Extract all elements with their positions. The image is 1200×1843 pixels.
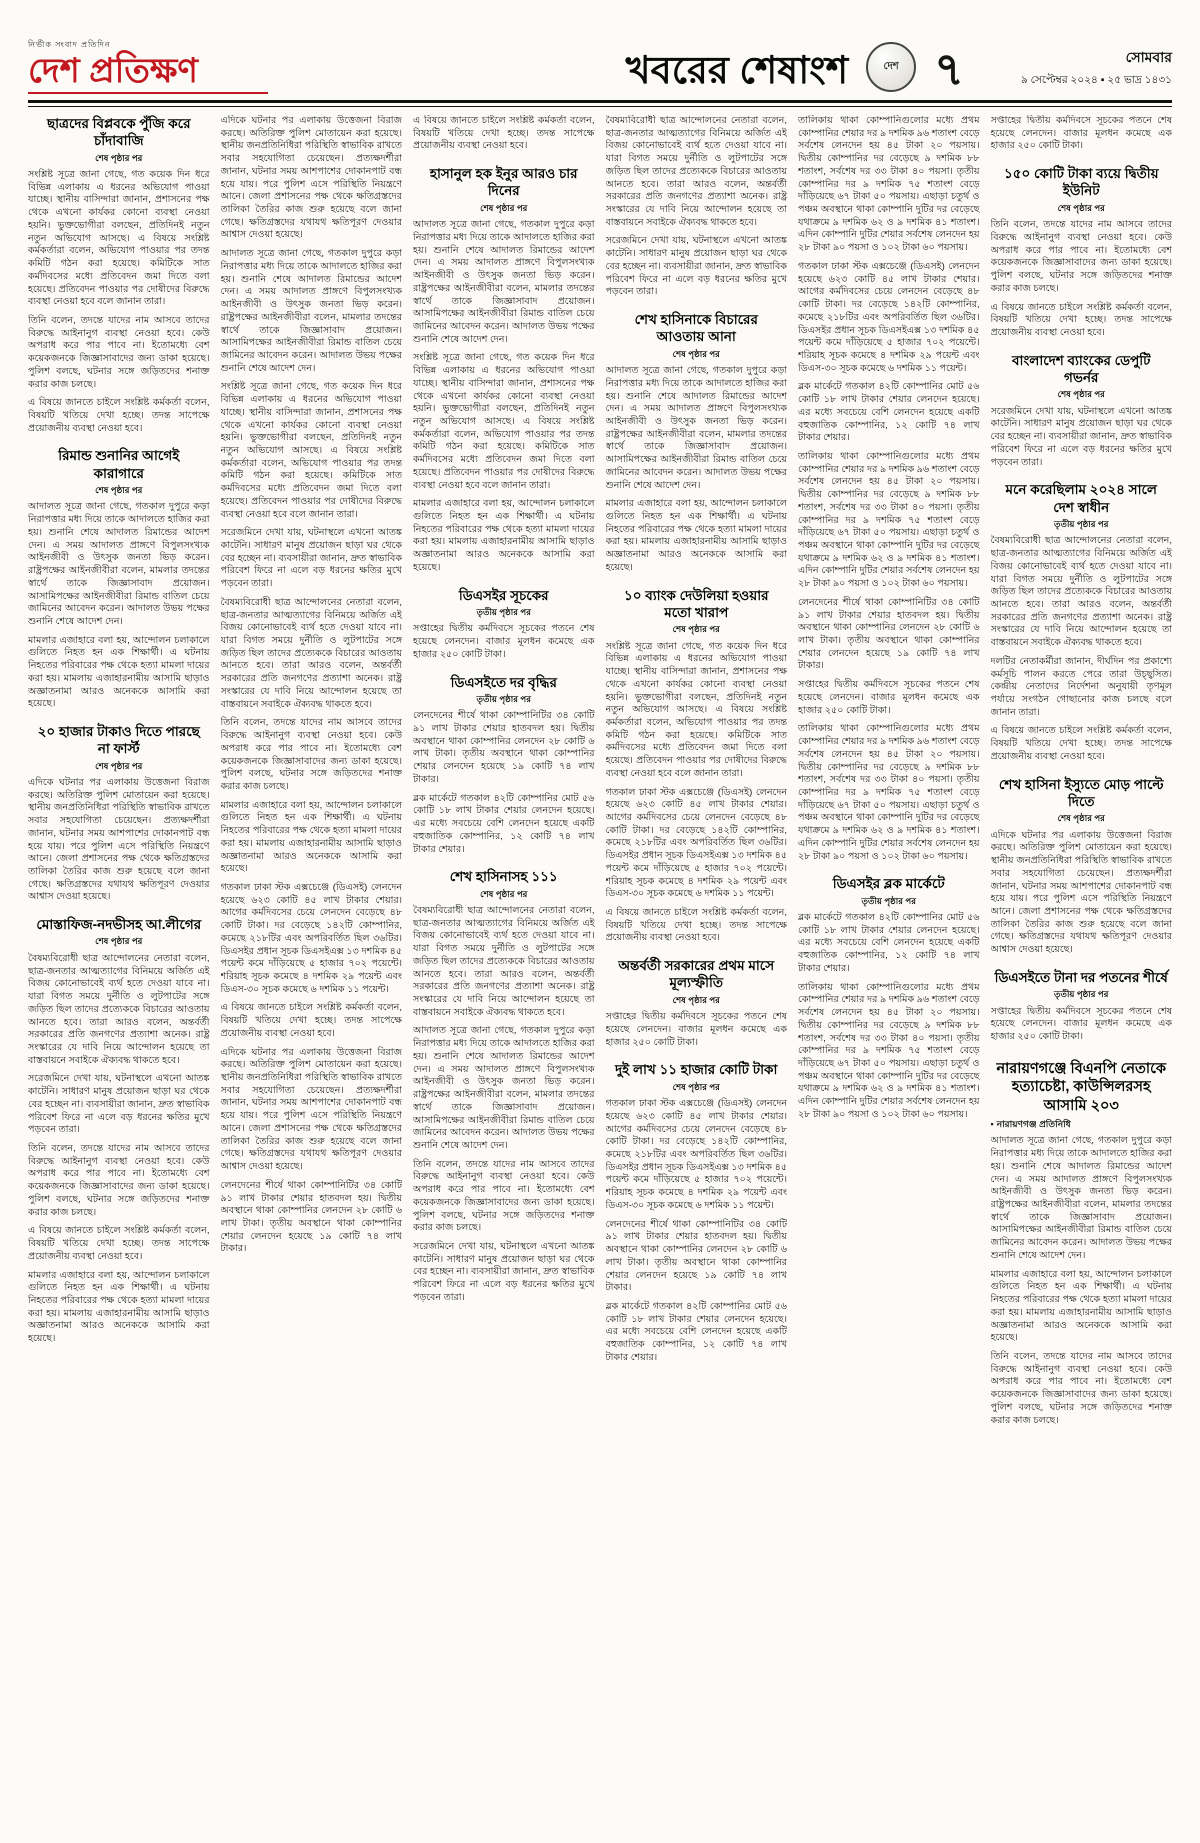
body-paragraph: তিনি বলেন, তদন্তে যাদের নাম আসবে তাদের বিরুদ্ধে আইনানুগ ব্যবস্থা নেওয়া হবে। কেউ অপরাধ করে পার পাবে না। ইতোমধ্যে বেশ কয়েকজনকে জিজ্ঞাসাবাদের জন্য ডাকা হয়েছে। পুলিশ বলছে, ঘটনার সঙ্গে জড়িতদের শনাক্ত করার কাজ চলছে। (28, 1143, 210, 1218)
body-paragraph: এ বিষয়ে জানতে চাইলে সংশ্লিষ্ট কর্মকর্তা বলেন, বিষয়টি খতিয়ে দেখা হচ্ছে। তদন্ত সাপেক্ষে প্রয়োজনীয় ব্যবস্থা নেওয়া হবে। (28, 1225, 210, 1262)
body-paragraph: লেনদেনের শীর্ষে থাকা কোম্পানিটির ৩৪ কোটি ৯১ লাখ টাকার শেয়ার হাতবদল হয়। দ্বিতীয় অবস্থানে থাকা কোম্পানির লেনদেন ২৮ কোটি ৬ লাখ টাকা। তৃতীয় অবস্থানে থাকা কোম্পানির শেয়ার লেনদেন হয়েছে ১৯ কোটি ৭৪ লাখ টাকার। (798, 596, 980, 672)
body-paragraph: তিনি বলেন, তদন্তে যাদের নাম আসবে তাদের বিরুদ্ধে আইনানুগ ব্যবস্থা নেওয়া হবে। কেউ অপরাধ করে পার পাবে না। ইতোমধ্যে বেশ কয়েকজনকে জিজ্ঞাসাবাদের জন্য ডাকা হয়েছে। পুলিশ বলছে, ঘটনার সঙ্গে জড়িতদের শনাক্ত করার কাজ চলছে। (990, 219, 1172, 294)
article-headline: ডিএসইতে টানা দর পতনের শীর্ষে (994, 969, 1168, 985)
body-paragraph: সরেজমিনে দেখা যায়, ঘটনাস্থলে এখনো আতঙ্ক কাটেনি। সাধারণ মানুষ প্রয়োজন ছাড়া ঘর থেকে বের হচ্ছেন না। ব্যবসায়ীরা জানান, দ্রুত স্বাভাবিক পরিবেশ ফিরে না এলে বড় ধরনের ক্ষতির মুখে পড়বেন তারা। (28, 1073, 210, 1136)
continuation-tag: শেষ পৃষ্ঠার পর (95, 760, 143, 771)
body-paragraph: তালিকায় থাকা কোম্পানিগুলোর মধ্যে প্রথম কোম্পানির শেয়ার দর ৯ দশমিক ৯৬ শতাংশ বেড়ে সর্বশেষ লেনদেন হয় ৪৫ টাকা ২০ পয়সায়। দ্বিতীয় কোম্পানির দর বেড়েছে ৯ দশমিক ৮৮ শতাংশ, সর্বশেষ দর ৩৩ টাকা ৪০ পয়সা। তৃতীয় কোম্পানির দর ৯ দশমিক ৭৫ শতাংশ বেড়ে দাঁড়িয়েছে ৬৭ টাকা ৫০ পয়সায়। এছাড়া চতুর্থ ও পঞ্চম অবস্থানে থাকা কোম্পানি দুটির দর বেড়েছে যথাক্রমে ৯ দশমিক ৬২ ও ৯ দশমিক ৪১ শতাংশ। এদিন কোম্পানি দুটির শেয়ার সর্বশেষ লেনদেন হয় ২৮ টাকা ৯০ পয়সা ও ১০২ টাকা ৬০ পয়সায়। (798, 981, 980, 1120)
body-paragraph: আদালত সূত্রে জানা গেছে, গতকাল দুপুরে কড়া নিরাপত্তার মধ্য দিয়ে তাকে আদালতে হাজির করা হয়। শুনানি শেষে আদালত রিমান্ডের আদেশ দেন। এ সময় আদালত প্রাঙ্গণে বিপুলসংখ্যক আইনজীবী ও উৎসুক জনতা ভিড় করেন। রাষ্ট্রপক্ষের আইনজীবীরা বলেন, মামলার তদন্তের স্বার্থে তাকে জিজ্ঞাসাবাদ প্রয়োজন। আসামিপক্ষের আইনজীবীরা রিমান্ড বাতিল চেয়ে জামিনের আবেদন করেন। আদালত উভয় পক্ষের শুনানি শেষে আদেশ দেন। (990, 1135, 1172, 1261)
body-paragraph: গতকাল ঢাকা স্টক এক্সচেঞ্জে (ডিএসই) লেনদেন হয়েছে ৬২৩ কোটি ৪৫ লাখ টাকার শেয়ার। আগের কর্মদিবসের চেয়ে লেনদেন বেড়েছে ৪৮ কোটি টাকা। দর বেড়েছে ১৪২টি কোম্পানির, কমেছে ২১৮টির এবং অপরিবর্তিত ছিল ৩৬টির। ডিএসইর প্রধান সূচক ডিএসইএক্স ১৩ দশমিক ৪৫ পয়েন্ট কমে দাঁড়িয়েছে ৫ হাজার ৭০২ পয়েন্টে। শরিয়াহ সূচক কমেছে ৪ দশমিক ২৯ পয়েন্ট এবং ডিএস-৩০ সূচক কমেছে ৬ দশমিক ১১ পয়েন্ট। (798, 260, 980, 374)
byline: ▪ নারায়ণগঞ্জ প্রতিনিধি (990, 1119, 1071, 1130)
body-paragraph: মামলার এজাহারে বলা হয়, আন্দোলন চলাকালে গুলিতে নিহত হন এক শিক্ষার্থী। এ ঘটনায় নিহতের পরিবারের পক্ষ থেকে হত্যা মামলা দায়ের করা হয়। মামলায় এজাহারনামীয় আসামি ছাড়াও অজ্ঞাতনামা আরও অনেককে আসামি করা হয়েছে। (413, 498, 595, 573)
body-paragraph: বৈষম্যবিরোধী ছাত্র আন্দোলনের নেতারা বলেন, ছাত্র-জনতার আত্মত্যাগের বিনিময়ে অর্জিত এই বিজয় কোনোভাবেই ব্যর্থ হতে দেওয়া যাবে না। যারা বিগত সময়ে দুর্নীতি ও লুটপাটের সঙ্গে জড়িত ছিল তাদের প্রত্যেককে বিচারের আওতায় আনতে হবে। তারা আরও বলেন, অন্তর্বর্তী সরকারের প্রতি জনগণের প্রত্যাশা অনেক। রাষ্ট্র সংস্কারের যে দাবি নিয়ে আন্দোলন হয়েছে তা বাস্তবায়নে সবাইকে ঐক্যবদ্ধ থাকতে হবে। (990, 535, 1172, 649)
article-headline: ছাত্রদের বিপ্লবকে পুঁজি করে চাঁদাবাজি (46, 116, 191, 149)
body-paragraph: বৈষম্যবিরোধী ছাত্র আন্দোলনের নেতারা বলেন, ছাত্র-জনতার আত্মত্যাগের বিনিময়ে অর্জিত এই বিজয় কোনোভাবেই ব্যর্থ হতে দেওয়া যাবে না। যারা বিগত সময়ে দুর্নীতি ও লুটপাটের সঙ্গে জড়িত ছিল তাদের প্রত্যেককে বিচারের আওতায় আনতে হবে। তারা আরও বলেন, অন্তর্বর্তী সরকারের প্রতি জনগণের প্রত্যাশা অনেক। রাষ্ট্র সংস্কারের যে দাবি নিয়ে আন্দোলন হয়েছে তা বাস্তবায়নে সবাইকে ঐক্যবদ্ধ থাকতে হবে। (28, 952, 210, 1066)
body-paragraph: এদিকে ঘটনার পর এলাকায় উত্তেজনা বিরাজ করছে। অতিরিক্ত পুলিশ মোতায়েন করা হয়েছে। স্থানীয় জনপ্রতিনিধিরা পরিস্থিতি স্বাভাবিক রাখতে সবার সহযোগিতা চেয়েছেন। প্রত্যক্ষদর্শীরা জানান, ঘটনার সময় আশপাশের দোকানপাট বন্ধ হয়ে যায়। পরে পুলিশ এসে পরিস্থিতি নিয়ন্ত্রণে আনে। জেলা প্রশাসনের পক্ষ থেকে ক্ষতিগ্রস্তদের তালিকা তৈরির কাজ শুরু হয়েছে বলে জানা গেছে। ক্ষতিগ্রস্তদের যথাযথ ক্ষতিপূরণ দেওয়ার আশ্বাস দেওয়া হয়েছে। (28, 777, 210, 903)
body-paragraph: সপ্তাহের দ্বিতীয় কর্মদিবসে সূচকের পতনে শেষ হয়েছে লেনদেন। বাজার মূলধন কমেছে এক হাজার ২৫০ কোটি টাকা। (605, 1011, 787, 1048)
body-paragraph: গতকাল ঢাকা স্টক এক্সচেঞ্জে (ডিএসই) লেনদেন হয়েছে ৬২৩ কোটি ৪৫ লাখ টাকার শেয়ার। আগের কর্মদিবসের চেয়ে লেনদেন বেড়েছে ৪৮ কোটি টাকা। দর বেড়েছে ১৪২টি কোম্পানির, কমেছে ২১৮টির এবং অপরিবর্তিত ছিল ৩৬টির। ডিএসইর প্রধান সূচক ডিএসইএক্স ১৩ দশমিক ৪৫ পয়েন্ট কমে দাঁড়িয়েছে ৫ হাজার ৭০২ পয়েন্টে। শরিয়াহ সূচক কমেছে ৪ দশমিক ২৯ পয়েন্ট এবং ডিএস-৩০ সূচক কমেছে ৬ দশমিক ১১ পয়েন্ট। (220, 881, 402, 995)
body-paragraph: এ বিষয়ে জানতে চাইলে সংশ্লিষ্ট কর্মকর্তা বলেন, বিষয়টি খতিয়ে দেখা হচ্ছে। তদন্ত সাপেক্ষে প্রয়োজনীয় ব্যবস্থা নেওয়া হবে। (220, 1002, 402, 1039)
continuation-tag: শেষ পৃষ্ঠার পর (95, 936, 143, 947)
weekday-label: সোমবার (1125, 49, 1172, 65)
masthead-tagline: নির্ভীক সংবাদ প্রতিদিন (28, 40, 111, 49)
continuation-tag: শেষ পৃষ্ঠার পর (672, 994, 720, 1005)
continuation-tag: তৃতীয় পৃষ্ঠার পর (1054, 989, 1109, 1000)
continuation-tag: তৃতীয় পৃষ্ঠার পর (476, 693, 531, 704)
body-paragraph: মামলার এজাহারে বলা হয়, আন্দোলন চলাকালে গুলিতে নিহত হন এক শিক্ষার্থী। এ ঘটনায় নিহতের পরিবারের পক্ষ থেকে হত্যা মামলা দায়ের করা হয়। মামলায় এজাহারনামীয় আসামি ছাড়াও অজ্ঞাতনামা আরও অনেককে আসামি করা হয়েছে। (990, 1268, 1172, 1344)
body-paragraph: ব্লক মার্কেটে গতকাল ৪২টি কোম্পানির মোট ৫৬ কোটি ১৮ লাখ টাকার শেয়ার লেনদেন হয়েছে। এর মধ্যে সবচেয়ে বেশি লেনদেন হয়েছে একটি বহুজাতিক কোম্পানির, ১২ কোটি ৭৪ লাখ টাকার শেয়ার। (605, 1300, 787, 1363)
continuation-tag: শেষ পৃষ্ঠার পর (1057, 389, 1105, 400)
body-paragraph: মামলার এজাহারে বলা হয়, আন্দোলন চলাকালে গুলিতে নিহত হন এক শিক্ষার্থী। এ ঘটনায় নিহতের পরিবারের পক্ষ থেকে হত্যা মামলা দায়ের করা হয়। মামলায় এজাহারনামীয় আসামি ছাড়াও অজ্ঞাতনামা আরও অনেককে আসামি করা হয়েছে। (220, 799, 402, 875)
byline-bullet-icon: ▪ (990, 1119, 994, 1130)
article-headline: শেখ হাসিনাসহ ১১১ (449, 869, 558, 885)
body-paragraph: সরেজমিনে দেখা যায়, ঘটনাস্থলে এখনো আতঙ্ক কাটেনি। সাধারণ মানুষ প্রয়োজন ছাড়া ঘর থেকে বের হচ্ছেন না। ব্যবসায়ীরা জানান, দ্রুত স্বাভাবিক পরিবেশ ফিরে না এলে বড় ধরনের ক্ষতির মুখে পড়বেন তারা। (605, 235, 787, 298)
continuation-tag: শেষ পৃষ্ঠার পর (672, 1081, 720, 1092)
article-headline: অন্তর্বর্তী সরকারের প্রথম মাসে মূল্যস্ফীতি (618, 958, 775, 991)
body-paragraph: এ বিষয়ে জানতে চাইলে সংশ্লিষ্ট কর্মকর্তা বলেন, বিষয়টি খতিয়ে দেখা হচ্ছে। তদন্ত সাপেক্ষে প্রয়োজনীয় ব্যবস্থা নেওয়া হবে। (990, 301, 1172, 338)
body-paragraph: মামলার এজাহারে বলা হয়, আন্দোলন চলাকালে গুলিতে নিহত হন এক শিক্ষার্থী। এ ঘটনায় নিহতের পরিবারের পক্ষ থেকে হত্যা মামলা দায়ের করা হয়। মামলায় এজাহারনামীয় আসামি ছাড়াও অজ্ঞাতনামা আরও অনেককে আসামি করা হয়েছে। (28, 634, 210, 710)
masthead-title: দেশ প্রতিক্ষণ (28, 52, 198, 90)
body-paragraph: আদালত সূত্রে জানা গেছে, গতকাল দুপুরে কড়া নিরাপত্তার মধ্য দিয়ে তাকে আদালতে হাজির করা হয়। শুনানি শেষে আদালত রিমান্ডের আদেশ দেন। এ সময় আদালত প্রাঙ্গণে বিপুলসংখ্যক আইনজীবী ও উৎসুক জনতা ভিড় করেন। রাষ্ট্রপক্ষের আইনজীবীরা বলেন, মামলার তদন্তের স্বার্থে তাকে জিজ্ঞাসাবাদ প্রয়োজন। আসামিপক্ষের আইনজীবীরা রিমান্ড বাতিল চেয়ে জামিনের আবেদন করেন। আদালত উভয় পক্ষের শুনানি শেষে আদেশ দেন। (28, 501, 210, 627)
body-paragraph: তালিকায় থাকা কোম্পানিগুলোর মধ্যে প্রথম কোম্পানির শেয়ার দর ৯ দশমিক ৯৬ শতাংশ বেড়ে সর্বশেষ লেনদেন হয় ৪৫ টাকা ২০ পয়সায়। দ্বিতীয় কোম্পানির দর বেড়েছে ৯ দশমিক ৮৮ শতাংশ, সর্বশেষ দর ৩৩ টাকা ৪০ পয়সা। তৃতীয় কোম্পানির দর ৯ দশমিক ৭৫ শতাংশ বেড়ে দাঁড়িয়েছে ৬৭ টাকা ৫০ পয়সায়। এছাড়া চতুর্থ ও পঞ্চম অবস্থানে থাকা কোম্পানি দুটির দর বেড়েছে যথাক্রমে ৯ দশমিক ৬২ ও ৯ দশমিক ৪১ শতাংশ। এদিন কোম্পানি দুটির শেয়ার সর্বশেষ লেনদেন হয় ২৮ টাকা ৯০ পয়সা ও ১০২ টাকা ৬০ পয়সায়। (798, 723, 980, 862)
body-paragraph: সংশ্লিষ্ট সূত্রে জানা গেছে, গত কয়েক দিন ধরে বিভিন্ন এলাকায় এ ধরনের অভিযোগ পাওয়া যাচ্ছে। স্থানীয় বাসিন্দারা জানান, প্রশাসনের পক্ষ থেকে এখনো কার্যকর কোনো ব্যবস্থা নেওয়া হয়নি। ভুক্তভোগীরা বলছেন, প্রতিদিনই নতুন নতুন অভিযোগ আসছে। এ বিষয়ে সংশ্লিষ্ট কর্মকর্তারা বলেন, অভিযোগ পাওয়ার পর তদন্ত কমিটি গঠন করা হয়েছে। কমিটিকে সাত কর্মদিবসের মধ্যে প্রতিবেদন জমা দিতে বলা হয়েছে। প্রতিবেদন পাওয়ার পর দোষীদের বিরুদ্ধে ব্যবস্থা নেওয়া হবে বলে জানান তারা। (220, 381, 402, 520)
header-rule (28, 100, 1172, 107)
news-column-6 (991, 115, 1173, 1809)
body-paragraph: এদিকে ঘটনার পর এলাকায় উত্তেজনা বিরাজ করছে। অতিরিক্ত পুলিশ মোতায়েন করা হয়েছে। স্থানীয় জনপ্রতিনিধিরা পরিস্থিতি স্বাভাবিক রাখতে সবার সহযোগিতা চেয়েছেন। প্রত্যক্ষদর্শীরা জানান, ঘটনার সময় আশপাশের দোকানপাট বন্ধ হয়ে যায়। পরে পুলিশ এসে পরিস্থিতি নিয়ন্ত্রণে আনে। জেলা প্রশাসনের পক্ষ থেকে ক্ষতিগ্রস্তদের তালিকা তৈরির কাজ শুরু হয়েছে বলে জানা গেছে। ক্ষতিগ্রস্তদের যথাযথ ক্ষতিপূরণ দেওয়ার আশ্বাস দেওয়া হয়েছে। (220, 115, 402, 241)
article-headline: মনে করেছিলাম ২০২৪ সালে দেশ স্বাধীন (1005, 482, 1157, 515)
page-header (28, 10, 1172, 94)
article-headline: হাসানুল হক ইনুর আরও চার দিনের (429, 166, 578, 199)
article-headline: শেখ হাসিনাকে বিচারের আওতায় আনা (634, 312, 758, 345)
article-headline: ২০ হাজার টাকাও দিতে পারছে না ফার্স্ট (37, 723, 200, 757)
body-paragraph: এ বিষয়ে জানতে চাইলে সংশ্লিষ্ট কর্মকর্তা বলেন, বিষয়টি খতিয়ে দেখা হচ্ছে। তদন্ত সাপেক্ষে প্রয়োজনীয় ব্যবস্থা নেওয়া হবে। (413, 115, 595, 152)
article-headline: ১৫০ কোটি টাকা ব্যয়ে দ্বিতীয় ইউনিট (1003, 166, 1159, 199)
news-column-3 (413, 115, 595, 1809)
body-paragraph: লেনদেনের শীর্ষে থাকা কোম্পানিটির ৩৪ কোটি ৯১ লাখ টাকার শেয়ার হাতবদল হয়। দ্বিতীয় অবস্থানে থাকা কোম্পানির লেনদেন ২৮ কোটি ৬ লাখ টাকা। তৃতীয় অবস্থানে থাকা কোম্পানির শেয়ার লেনদেন হয়েছে ১৯ কোটি ৭৪ লাখ টাকার। (605, 1218, 787, 1294)
body-paragraph: সরেজমিনে দেখা যায়, ঘটনাস্থলে এখনো আতঙ্ক কাটেনি। সাধারণ মানুষ প্রয়োজন ছাড়া ঘর থেকে বের হচ্ছেন না। ব্যবসায়ীরা জানান, দ্রুত স্বাভাবিক পরিবেশ ফিরে না এলে বড় ধরনের ক্ষতির মুখে পড়বেন তারা। (220, 527, 402, 590)
continuation-tag: শেষ পৃষ্ঠার পর (672, 348, 720, 359)
body-paragraph: দলটির নেতাকর্মীরা জানান, দীর্ঘদিন পর প্রকাশ্যে কর্মসূচি পালন করতে পেরে তারা উচ্ছ্বসিত। কেন্দ্রীয় নেতাদের নির্দেশনা অনুযায়ী তৃণমূল পর্যায়ে সংগঠন গোছানোর কাজ চলছে বলে জানান তারা। (990, 655, 1172, 718)
header-right (626, 42, 1172, 94)
news-column-5 (798, 115, 980, 1809)
page-number: ৭ (934, 43, 964, 95)
newspaper-emblem-logo: দেশ (866, 42, 916, 92)
body-paragraph: তিনি বলেন, তদন্তে যাদের নাম আসবে তাদের বিরুদ্ধে আইনানুগ ব্যবস্থা নেওয়া হবে। কেউ অপরাধ করে পার পাবে না। ইতোমধ্যে বেশ কয়েকজনকে জিজ্ঞাসাবাদের জন্য ডাকা হয়েছে। পুলিশ বলছে, ঘটনার সঙ্গে জড়িতদের শনাক্ত করার কাজ চলছে। (413, 1158, 595, 1234)
body-paragraph: গতকাল ঢাকা স্টক এক্সচেঞ্জে (ডিএসই) লেনদেন হয়েছে ৬২৩ কোটি ৪৫ লাখ টাকার শেয়ার। আগের কর্মদিবসের চেয়ে লেনদেন বেড়েছে ৪৮ কোটি টাকা। দর বেড়েছে ১৪২টি কোম্পানির, কমেছে ২১৮টির এবং অপরিবর্তিত ছিল ৩৬টির। ডিএসইর প্রধান সূচক ডিএসইএক্স ১৩ দশমিক ৪৫ পয়েন্ট কমে দাঁড়িয়েছে ৫ হাজার ৭০২ পয়েন্টে। শরিয়াহ সূচক কমেছে ৪ দশমিক ২৯ পয়েন্ট এবং ডিএস-৩০ সূচক কমেছে ৬ দশমিক ১১ পয়েন্ট। (605, 786, 787, 900)
body-paragraph: তিনি বলেন, তদন্তে যাদের নাম আসবে তাদের বিরুদ্ধে আইনানুগ ব্যবস্থা নেওয়া হবে। কেউ অপরাধ করে পার পাবে না। ইতোমধ্যে বেশ কয়েকজনকে জিজ্ঞাসাবাদের জন্য ডাকা হয়েছে। পুলিশ বলছে, ঘটনার সঙ্গে জড়িতদের শনাক্ত করার কাজ চলছে। (220, 717, 402, 792)
body-paragraph: বৈষম্যবিরোধী ছাত্র আন্দোলনের নেতারা বলেন, ছাত্র-জনতার আত্মত্যাগের বিনিময়ে অর্জিত এই বিজয় কোনোভাবেই ব্যর্থ হতে দেওয়া যাবে না। যারা বিগত সময়ে দুর্নীতি ও লুটপাটের সঙ্গে জড়িত ছিল তাদের প্রত্যেককে বিচারের আওতায় আনতে হবে। তারা আরও বলেন, অন্তর্বর্তী সরকারের প্রতি জনগণের প্রত্যাশা অনেক। রাষ্ট্র সংস্কারের যে দাবি নিয়ে আন্দোলন হয়েছে তা বাস্তবায়নে সবাইকে ঐক্যবদ্ধ থাকতে হবে। (605, 115, 787, 228)
news-column-4 (606, 115, 788, 1809)
article-headline: শেখ হাসিনা ইস্যুতে মোড় পাল্টে দিতে (998, 776, 1164, 809)
body-paragraph: তিনি বলেন, তদন্তে যাদের নাম আসবে তাদের বিরুদ্ধে আইনানুগ ব্যবস্থা নেওয়া হবে। কেউ অপরাধ করে পার পাবে না। ইতোমধ্যে বেশ কয়েকজনকে জিজ্ঞাসাবাদের জন্য ডাকা হয়েছে। পুলিশ বলছে, ঘটনার সঙ্গে জড়িতদের শনাক্ত করার কাজ চলছে। (28, 314, 210, 390)
body-paragraph: এ বিষয়ে জানতে চাইলে সংশ্লিষ্ট কর্মকর্তা বলেন, বিষয়টি খতিয়ে দেখা হচ্ছে। তদন্ত সাপেক্ষে প্রয়োজনীয় ব্যবস্থা নেওয়া হবে। (28, 397, 210, 434)
news-column-2 (221, 115, 403, 1809)
body-paragraph: এদিকে ঘটনার পর এলাকায় উত্তেজনা বিরাজ করছে। অতিরিক্ত পুলিশ মোতায়েন করা হয়েছে। স্থানীয় জনপ্রতিনিধিরা পরিস্থিতি স্বাভাবিক রাখতে সবার সহযোগিতা চেয়েছেন। প্রত্যক্ষদর্শীরা জানান, ঘটনার সময় আশপাশের দোকানপাট বন্ধ হয়ে যায়। পরে পুলিশ এসে পরিস্থিতি নিয়ন্ত্রণে আনে। জেলা প্রশাসনের পক্ষ থেকে ক্ষতিগ্রস্তদের তালিকা তৈরির কাজ শুরু হয়েছে বলে জানা গেছে। ক্ষতিগ্রস্তদের যথাযথ ক্ষতিপূরণ দেওয়ার আশ্বাস দেওয়া হয়েছে। (220, 1046, 402, 1173)
article-headline: রিমান্ড শুনানির আগেই কারাগারে (58, 448, 180, 481)
body-paragraph: সংশ্লিষ্ট সূত্রে জানা গেছে, গত কয়েক দিন ধরে বিভিন্ন এলাকায় এ ধরনের অভিযোগ পাওয়া যাচ্ছে। স্থানীয় বাসিন্দারা জানান, প্রশাসনের পক্ষ থেকে এখনো কার্যকর কোনো ব্যবস্থা নেওয়া হয়নি। ভুক্তভোগীরা বলছেন, প্রতিদিনই নতুন নতুন অভিযোগ আসছে। এ বিষয়ে সংশ্লিষ্ট কর্মকর্তারা বলেন, অভিযোগ পাওয়ার পর তদন্ত কমিটি গঠন করা হয়েছে। কমিটিকে সাত কর্মদিবসের মধ্যে প্রতিবেদন জমা দিতে বলা হয়েছে। প্রতিবেদন পাওয়ার পর দোষীদের বিরুদ্ধে ব্যবস্থা নেওয়া হবে বলে জানান তারা। (413, 352, 595, 491)
body-paragraph: মামলার এজাহারে বলা হয়, আন্দোলন চলাকালে গুলিতে নিহত হন এক শিক্ষার্থী। এ ঘটনায় নিহতের পরিবারের পক্ষ থেকে হত্যা মামলা দায়ের করা হয়। মামলায় এজাহারনামীয় আসামি ছাড়াও অজ্ঞাতনামা আরও অনেককে আসামি করা হয়েছে। (28, 1269, 210, 1345)
article-headline: ১০ ব্যাংক দেউলিয়া হওয়ার মতো খারাপ (623, 587, 769, 620)
continuation-tag: তৃতীয় পৃষ্ঠার পর (476, 606, 531, 617)
body-paragraph: আদালত সূত্রে জানা গেছে, গতকাল দুপুরে কড়া নিরাপত্তার মধ্য দিয়ে তাকে আদালতে হাজির করা হয়। শুনানি শেষে আদালত রিমান্ডের আদেশ দেন। এ সময় আদালত প্রাঙ্গণে বিপুলসংখ্যক আইনজীবী ও উৎসুক জনতা ভিড় করেন। রাষ্ট্রপক্ষের আইনজীবীরা বলেন, মামলার তদন্তের স্বার্থে তাকে জিজ্ঞাসাবাদ প্রয়োজন। আসামিপক্ষের আইনজীবীরা রিমান্ড বাতিল চেয়ে জামিনের আবেদন করেন। আদালত উভয় পক্ষের শুনানি শেষে আদেশ দেন। (220, 248, 402, 374)
article-headline: ডিএসইর ব্লক মার্কেটে (832, 876, 945, 892)
body-paragraph: সপ্তাহের দ্বিতীয় কর্মদিবসে সূচকের পতনে শেষ হয়েছে লেনদেন। বাজার মূলধন কমেছে এক হাজার ২৫০ কোটি টাকা। (990, 1005, 1172, 1043)
continuation-tag: শেষ পৃষ্ঠার পর (1057, 813, 1105, 824)
body-paragraph: সংশ্লিষ্ট সূত্রে জানা গেছে, গত কয়েক দিন ধরে বিভিন্ন এলাকায় এ ধরনের অভিযোগ পাওয়া যাচ্ছে। স্থানীয় বাসিন্দারা জানান, প্রশাসনের পক্ষ থেকে এখনো কার্যকর কোনো ব্যবস্থা নেওয়া হয়নি। ভুক্তভোগীরা বলছেন, প্রতিদিনই নতুন নতুন অভিযোগ আসছে। এ বিষয়ে সংশ্লিষ্ট কর্মকর্তারা বলেন, অভিযোগ পাওয়ার পর তদন্ত কমিটি গঠন করা হয়েছে। কমিটিকে সাত কর্মদিবসের মধ্যে প্রতিবেদন জমা দিতে বলা হয়েছে। প্রতিবেদন পাওয়ার পর দোষীদের বিরুদ্ধে ব্যবস্থা নেওয়া হবে বলে জানান তারা। (605, 640, 787, 779)
date-line: ৯ সেপ্টেম্বর ২০২৪ ▪ ২৫ ভাদ্র ১৪৩১ (1020, 74, 1172, 86)
body-paragraph: এ বিষয়ে জানতে চাইলে সংশ্লিষ্ট কর্মকর্তা বলেন, বিষয়টি খতিয়ে দেখা হচ্ছে। তদন্ত সাপেক্ষে প্রয়োজনীয় ব্যবস্থা নেওয়া হবে। (990, 725, 1172, 762)
body-paragraph: এদিকে ঘটনার পর এলাকায় উত্তেজনা বিরাজ করছে। অতিরিক্ত পুলিশ মোতায়েন করা হয়েছে। স্থানীয় জনপ্রতিনিধিরা পরিস্থিতি স্বাভাবিক রাখতে সবার সহযোগিতা চেয়েছেন। প্রত্যক্ষদর্শীরা জানান, ঘটনার সময় আশপাশের দোকানপাট বন্ধ হয়ে যায়। পরে পুলিশ এসে পরিস্থিতি নিয়ন্ত্রণে আনে। জেলা প্রশাসনের পক্ষ থেকে ক্ষতিগ্রস্তদের তালিকা তৈরির কাজ শুরু হয়েছে বলে জানা গেছে। ক্ষতিগ্রস্তদের যথাযথ ক্ষতিপূরণ দেওয়ার আশ্বাস দেওয়া হয়েছে। (990, 829, 1172, 956)
body-paragraph: বৈষম্যবিরোধী ছাত্র আন্দোলনের নেতারা বলেন, ছাত্র-জনতার আত্মত্যাগের বিনিময়ে অর্জিত এই বিজয় কোনোভাবেই ব্যর্থ হতে দেওয়া যাবে না। যারা বিগত সময়ে দুর্নীতি ও লুটপাটের সঙ্গে জড়িত ছিল তাদের প্রত্যেককে বিচারের আওতায় আনতে হবে। তারা আরও বলেন, অন্তর্বর্তী সরকারের প্রতি জনগণের প্রত্যাশা অনেক। রাষ্ট্র সংস্কারের যে দাবি নিয়ে আন্দোলন হয়েছে তা বাস্তবায়নে সবাইকে ঐক্যবদ্ধ থাকতে হবে। (413, 905, 595, 1018)
body-paragraph: আদালত সূত্রে জানা গেছে, গতকাল দুপুরে কড়া নিরাপত্তার মধ্য দিয়ে তাকে আদালতে হাজির করা হয়। শুনানি শেষে আদালত রিমান্ডের আদেশ দেন। এ সময় আদালত প্রাঙ্গণে বিপুলসংখ্যক আইনজীবী ও উৎসুক জনতা ভিড় করেন। রাষ্ট্রপক্ষের আইনজীবীরা বলেন, মামলার তদন্তের স্বার্থে তাকে জিজ্ঞাসাবাদ প্রয়োজন। আসামিপক্ষের আইনজীবীরা রিমান্ড বাতিল চেয়ে জামিনের আবেদন করেন। আদালত উভয় পক্ষের শুনানি শেষে আদেশ দেন। (413, 219, 595, 345)
columns (28, 115, 1172, 1809)
body-paragraph: আদালত সূত্রে জানা গেছে, গতকাল দুপুরে কড়া নিরাপত্তার মধ্য দিয়ে তাকে আদালতে হাজির করা হয়। শুনানি শেষে আদালত রিমান্ডের আদেশ দেন। এ সময় আদালত প্রাঙ্গণে বিপুলসংখ্যক আইনজীবী ও উৎসুক জনতা ভিড় করেন। রাষ্ট্রপক্ষের আইনজীবীরা বলেন, মামলার তদন্তের স্বার্থে তাকে জিজ্ঞাসাবাদ প্রয়োজন। আসামিপক্ষের আইনজীবীরা রিমান্ড বাতিল চেয়ে জামিনের আবেদন করেন। আদালত উভয় পক্ষের শুনানি শেষে আদেশ দেন। (413, 1025, 595, 1151)
body-paragraph: লেনদেনের শীর্ষে থাকা কোম্পানিটির ৩৪ কোটি ৯১ লাখ টাকার শেয়ার হাতবদল হয়। দ্বিতীয় অবস্থানে থাকা কোম্পানির লেনদেন ২৮ কোটি ৬ লাখ টাকা। তৃতীয় অবস্থানে থাকা কোম্পানির শেয়ার লেনদেন হয়েছে ১৯ কোটি ৭৪ লাখ টাকার। (413, 710, 595, 785)
continuation-tag: শেষ পৃষ্ঠার পর (672, 624, 720, 635)
news-column-1 (28, 115, 210, 1809)
article-headline: নারায়ণগঞ্জে বিএনপি নেতাকে হত্যাচেষ্টা, কাউন্সিলরসহ আসামি ২০৩ (996, 1060, 1167, 1114)
body-paragraph: সরেজমিনে দেখা যায়, ঘটনাস্থলে এখনো আতঙ্ক কাটেনি। সাধারণ মানুষ প্রয়োজন ছাড়া ঘর থেকে বের হচ্ছেন না। ব্যবসায়ীরা জানান, দ্রুত স্বাভাবিক পরিবেশ ফিরে না এলে বড় ধরনের ক্ষতির মুখে পড়বেন তারা। (413, 1240, 595, 1303)
continuation-tag: শেষ পৃষ্ঠার পর (480, 888, 528, 899)
body-paragraph: বৈষম্যবিরোধী ছাত্র আন্দোলনের নেতারা বলেন, ছাত্র-জনতার আত্মত্যাগের বিনিময়ে অর্জিত এই বিজয় কোনোভাবেই ব্যর্থ হতে দেওয়া যাবে না। যারা বিগত সময়ে দুর্নীতি ও লুটপাটের সঙ্গে জড়িত ছিল তাদের প্রত্যেককে বিচারের আওতায় আনতে হবে। তারা আরও বলেন, অন্তর্বর্তী সরকারের প্রতি জনগণের প্রত্যাশা অনেক। রাষ্ট্র সংস্কারের যে দাবি নিয়ে আন্দোলন হয়েছে তা বাস্তবায়নে সবাইকে ঐক্যবদ্ধ থাকতে হবে। (220, 596, 402, 710)
body-paragraph: তিনি বলেন, তদন্তে যাদের নাম আসবে তাদের বিরুদ্ধে আইনানুগ ব্যবস্থা নেওয়া হবে। কেউ অপরাধ করে পার পাবে না। ইতোমধ্যে বেশ কয়েকজনকে জিজ্ঞাসাবাদের জন্য ডাকা হয়েছে। পুলিশ বলছে, ঘটনার সঙ্গে জড়িতদের শনাক্ত করার কাজ চলছে। (990, 1350, 1172, 1426)
continuation-tag: শেষ পৃষ্ঠার পর (95, 484, 143, 495)
body-paragraph: সংশ্লিষ্ট সূত্রে জানা গেছে, গত কয়েক দিন ধরে বিভিন্ন এলাকায় এ ধরনের অভিযোগ পাওয়া যাচ্ছে। স্থানীয় বাসিন্দারা জানান, প্রশাসনের পক্ষ থেকে এখনো কার্যকর কোনো ব্যবস্থা নেওয়া হয়নি। ভুক্তভোগীরা বলছেন, প্রতিদিনই নতুন নতুন অভিযোগ আসছে। এ বিষয়ে সংশ্লিষ্ট কর্মকর্তারা বলেন, অভিযোগ পাওয়ার পর তদন্ত কমিটি গঠন করা হয়েছে। কমিটিকে সাত কর্মদিবসের মধ্যে প্রতিবেদন জমা দিতে বলা হয়েছে। প্রতিবেদন পাওয়ার পর দোষীদের বিরুদ্ধে ব্যবস্থা নেওয়া হবে বলে জানান তারা। (28, 169, 210, 308)
article-headline: ডিএসইতে দর বৃদ্ধির (450, 674, 557, 690)
continuation-tag: শেষ পৃষ্ঠার পর (95, 152, 143, 163)
body-paragraph: লেনদেনের শীর্ষে থাকা কোম্পানিটির ৩৪ কোটি ৯১ লাখ টাকার শেয়ার হাতবদল হয়। দ্বিতীয় অবস্থানে থাকা কোম্পানির লেনদেন ২৮ কোটি ৬ লাখ টাকা। তৃতীয় অবস্থানে থাকা কোম্পানির শেয়ার লেনদেন হয়েছে ১৯ কোটি ৭৪ লাখ টাকার। (220, 1179, 402, 1255)
continuation-tag: তৃতীয় পৃষ্ঠার পর (861, 895, 916, 906)
body-paragraph: গতকাল ঢাকা স্টক এক্সচেঞ্জে (ডিএসই) লেনদেন হয়েছে ৬২৩ কোটি ৪৫ লাখ টাকার শেয়ার। আগের কর্মদিবসের চেয়ে লেনদেন বেড়েছে ৪৮ কোটি টাকা। দর বেড়েছে ১৪২টি কোম্পানির, কমেছে ২১৮টির এবং অপরিবর্তিত ছিল ৩৬টির। ডিএসইর প্রধান সূচক ডিএসইএক্স ১৩ দশমিক ৪৫ পয়েন্ট কমে দাঁড়িয়েছে ৫ হাজার ৭০২ পয়েন্টে। শরিয়াহ সূচক কমেছে ৪ দশমিক ২৯ পয়েন্ট এবং ডিএস-৩০ সূচক কমেছে ৬ দশমিক ১১ পয়েন্ট। (605, 1098, 787, 1211)
masthead (28, 39, 328, 94)
body-paragraph: ব্লক মার্কেটে গতকাল ৪২টি কোম্পানির মোট ৫৬ কোটি ১৮ লাখ টাকার শেয়ার লেনদেন হয়েছে। এর মধ্যে সবচেয়ে বেশি লেনদেন হয়েছে একটি বহুজাতিক কোম্পানির, ১২ কোটি ৭৪ লাখ টাকার শেয়ার। (798, 381, 980, 444)
masthead-underline (28, 92, 268, 94)
body-paragraph: মামলার এজাহারে বলা হয়, আন্দোলন চলাকালে গুলিতে নিহত হন এক শিক্ষার্থী। এ ঘটনায় নিহতের পরিবারের পক্ষ থেকে হত্যা মামলা দায়ের করা হয়। মামলায় এজাহারনামীয় আসামি ছাড়াও অজ্ঞাতনামা আরও অনেককে আসামি করা হয়েছে। (605, 498, 787, 573)
article-headline: দুই লাখ ১১ হাজার কোটি টাকা (615, 1062, 778, 1078)
article-headline: ডিএসইর সূচকের (458, 587, 549, 603)
body-paragraph: সপ্তাহের দ্বিতীয় কর্মদিবসে সূচকের পতনে শেষ হয়েছে লেনদেন। বাজার মূলধন কমেছে এক হাজার ২৫০ কোটি টাকা। (990, 115, 1172, 152)
body-paragraph: ব্লক মার্কেটে গতকাল ৪২টি কোম্পানির মোট ৫৬ কোটি ১৮ লাখ টাকার শেয়ার লেনদেন হয়েছে। এর মধ্যে সবচেয়ে বেশি লেনদেন হয়েছে একটি বহুজাতিক কোম্পানির, ১২ কোটি ৭৪ লাখ টাকার শেয়ার। (413, 792, 595, 855)
continuation-tag: তৃতীয় পৃষ্ঠার পর (1054, 518, 1109, 529)
body-paragraph: ব্লক মার্কেটে গতকাল ৪২টি কোম্পানির মোট ৫৬ কোটি ১৮ লাখ টাকার শেয়ার লেনদেন হয়েছে। এর মধ্যে সবচেয়ে বেশি লেনদেন হয়েছে একটি বহুজাতিক কোম্পানির, ১২ কোটি ৭৪ লাখ টাকার শেয়ার। (798, 912, 980, 974)
body-paragraph: তালিকায় থাকা কোম্পানিগুলোর মধ্যে প্রথম কোম্পানির শেয়ার দর ৯ দশমিক ৯৬ শতাংশ বেড়ে সর্বশেষ লেনদেন হয় ৪৫ টাকা ২০ পয়সায়। দ্বিতীয় কোম্পানির দর বেড়েছে ৯ দশমিক ৮৮ শতাংশ, সর্বশেষ দর ৩৩ টাকা ৪০ পয়সা। তৃতীয় কোম্পানির দর ৯ দশমিক ৭৫ শতাংশ বেড়ে দাঁড়িয়েছে ৬৭ টাকা ৫০ পয়সায়। এছাড়া চতুর্থ ও পঞ্চম অবস্থানে থাকা কোম্পানি দুটির দর বেড়েছে যথাক্রমে ৯ দশমিক ৬২ ও ৯ দশমিক ৪১ শতাংশ। এদিন কোম্পানি দুটির শেয়ার সর্বশেষ লেনদেন হয় ২৮ টাকা ৯০ পয়সা ও ১০২ টাকা ৬০ পয়সায়। (798, 115, 980, 254)
body-paragraph: সপ্তাহের দ্বিতীয় কর্মদিবসে সূচকের পতনে শেষ হয়েছে লেনদেন। বাজার মূলধন কমেছে এক হাজার ২৫০ কোটি টাকা। (413, 623, 595, 660)
article-headline: বাংলাদেশ ব্যাংকের ডেপুটি গভর্নর (1012, 352, 1151, 385)
continuation-tag: শেষ পৃষ্ঠার পর (480, 202, 528, 213)
body-paragraph: এ বিষয়ে জানতে চাইলে সংশ্লিষ্ট কর্মকর্তা বলেন, বিষয়টি খতিয়ে দেখা হচ্ছে। তদন্ত সাপেক্ষে প্রয়োজনীয় ব্যবস্থা নেওয়া হবে। (605, 907, 787, 944)
date-box (982, 46, 1172, 94)
body-paragraph: আদালত সূত্রে জানা গেছে, গতকাল দুপুরে কড়া নিরাপত্তার মধ্য দিয়ে তাকে আদালতে হাজির করা হয়। শুনানি শেষে আদালত রিমান্ডের আদেশ দেন। এ সময় আদালত প্রাঙ্গণে বিপুলসংখ্যক আইনজীবী ও উৎসুক জনতা ভিড় করেন। রাষ্ট্রপক্ষের আইনজীবীরা বলেন, মামলার তদন্তের স্বার্থে তাকে জিজ্ঞাসাবাদ প্রয়োজন। আসামিপক্ষের আইনজীবীরা রিমান্ড বাতিল চেয়ে জামিনের আবেদন করেন। আদালত উভয় পক্ষের শুনানি শেষে আদেশ দেন। (605, 365, 787, 491)
article-headline: মোস্তাফিজ-নদভীসহ আ.লীগের (36, 917, 202, 933)
section-title: খবরের শেষাংশ (625, 50, 849, 92)
body-paragraph: সরেজমিনে দেখা যায়, ঘটনাস্থলে এখনো আতঙ্ক কাটেনি। সাধারণ মানুষ প্রয়োজন ছাড়া ঘর থেকে বের হচ্ছেন না। ব্যবসায়ীরা জানান, দ্রুত স্বাভাবিক পরিবেশ ফিরে না এলে বড় ধরনের ক্ষতির মুখে পড়বেন তারা। (990, 405, 1172, 468)
body-paragraph: তালিকায় থাকা কোম্পানিগুলোর মধ্যে প্রথম কোম্পানির শেয়ার দর ৯ দশমিক ৯৬ শতাংশ বেড়ে সর্বশেষ লেনদেন হয় ৪৫ টাকা ২০ পয়সায়। দ্বিতীয় কোম্পানির দর বেড়েছে ৯ দশমিক ৮৮ শতাংশ, সর্বশেষ দর ৩৩ টাকা ৪০ পয়সা। তৃতীয় কোম্পানির দর ৯ দশমিক ৭৫ শতাংশ বেড়ে দাঁড়িয়েছে ৬৭ টাকা ৫০ পয়সায়। এছাড়া চতুর্থ ও পঞ্চম অবস্থানে থাকা কোম্পানি দুটির দর বেড়েছে যথাক্রমে ৯ দশমিক ৬২ ও ৯ দশমিক ৪১ শতাংশ। এদিন কোম্পানি দুটির শেয়ার সর্বশেষ লেনদেন হয় ২৮ টাকা ৯০ পয়সা ও ১০২ টাকা ৬০ পয়সায়। (798, 450, 980, 590)
body-paragraph: সপ্তাহের দ্বিতীয় কর্মদিবসে সূচকের পতনে শেষ হয়েছে লেনদেন। বাজার মূলধন কমেছে এক হাজার ২৫০ কোটি টাকা। (798, 679, 980, 716)
continuation-tag: শেষ পৃষ্ঠার পর (1057, 202, 1105, 213)
